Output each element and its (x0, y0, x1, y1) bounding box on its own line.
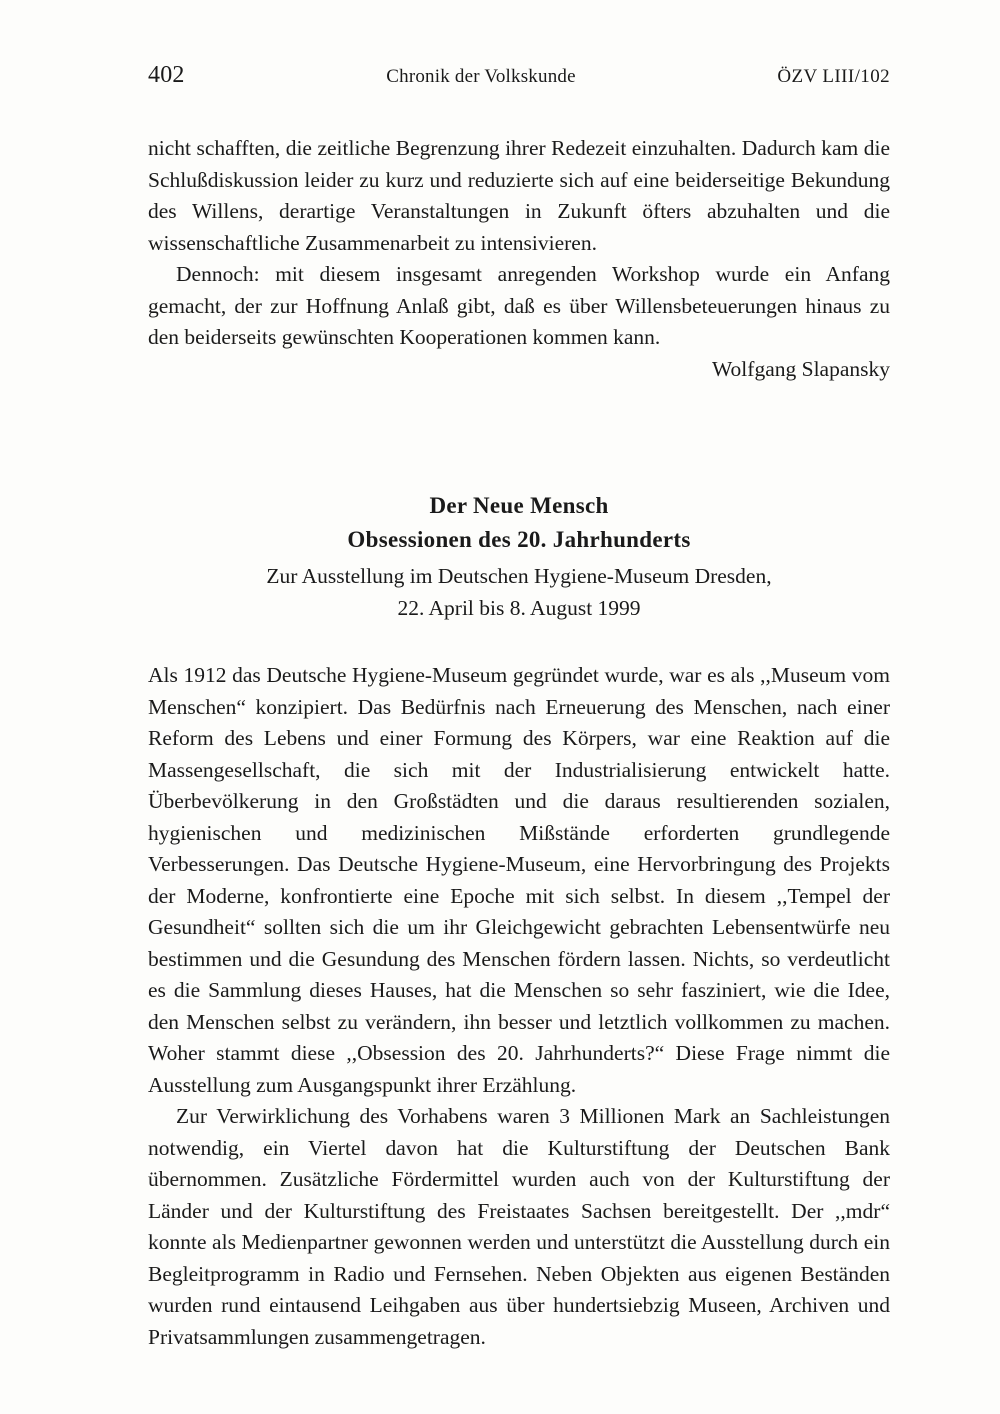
article-exhibition-line: Zur Ausstellung im Deutschen Hygiene-Museum Dresden, (266, 564, 772, 588)
article-title-line-1: Der Neue Mensch (429, 493, 609, 518)
author-signature: Wolfgang Slapansky (711, 356, 890, 381)
page-number: 402 (148, 62, 185, 88)
journal-reference: ÖZV LIII/102 (777, 66, 890, 87)
article-heading (148, 489, 890, 624)
page-content (148, 62, 890, 1353)
running-head (148, 62, 890, 89)
paragraph: Dennoch: mit diesem insgesamt anregenden Workshop wurde ein Anfang gemacht, der zur Hoffnung Anlaß gibt, daß es über Willensbeteuerungen hinaus zu den beiderseits gewünschten Kooperationen kommen kann. (148, 262, 890, 349)
article-body (148, 660, 890, 1353)
paragraph: Als 1912 das Deutsche Hygiene-Museum gegründet wurde, war es als ,,Museum vom Menschen“ konzipiert. Das Bedürfnis nach Erneuerung des Menschen, nach einer Reform des Lebens und einer Formung des Körpers, war eine Reaktion auf die Massengesellschaft, die sich mit der Industrialisierung entwickelt hatte. Überbevölkerung in den Großstädten und die daraus resultierenden sozialen, hygienischen und medizinischen Mißstände erforderten grundlegende Verbesserungen. Das Deutsche Hygiene-Museum, eine Hervorbringung des Projekts der Moderne, konfrontierte eine Epoche mit sich selbst. In diesem ,,Tempel der Gesundheit“ sollten sich die um ihr Gleichgewicht gebrachten Lebensentwürfe neu bestimmen und die Gesundung des Menschen fördern lassen. Nichts, so verdeutlicht es die Sammlung dieses Hauses, hat die Menschen so sehr fasziniert, wie die Idee, den Menschen selbst zu verändern, ihn besser und letztlich vollkommen zu machen. Woher stammt diese ,,Obsession des 20. Jahrhunderts?“ Diese Frage nimmt die Ausstellung zum Ausgangspunkt ihrer Erzählung. (148, 663, 890, 1097)
article-title-line-2: Obsessionen des 20. Jahrhunderts (347, 527, 691, 552)
article-date-line: 22. April bis 8. August 1999 (397, 596, 641, 620)
chronicle-section (148, 133, 890, 385)
paragraph: Zur Verwirklichung des Vorhabens waren 3 Millionen Mark an Sachleistungen notwendig, ein Viertel davon hat die Kulturstiftung der Deutschen Bank übernommen. Zusätzliche Fördermittel wurden auch von der Kulturstiftung der Länder und der Kulturstiftung des Freistaates Sachsen bereitgestellt. Der ,,mdr“ konnte als Medienpartner gewonnen werden und unterstützt die Ausstellung durch ein Begleitprogramm in Radio und Fernsehen. Neben Objekten aus eigenen Beständen wurden rund eintausend Leihgaben aus über hundertsiebzig Museen, Archiven und Privatsammlungen zusammengetragen. (148, 1104, 890, 1349)
paragraph: nicht schafften, die zeitliche Begrenzung ihrer Redezeit einzuhalten. Dadurch kam die Schlußdiskussion leider zu kurz und reduzierte sich auf eine beiderseitige Bekundung des Willens, derartige Veranstaltungen in Zukunft öfters abzuhalten und die wissenschaftliche Zusammenarbeit zu intensivieren. (148, 136, 890, 255)
running-head-title: Chronik der Volkskunde (386, 66, 576, 87)
